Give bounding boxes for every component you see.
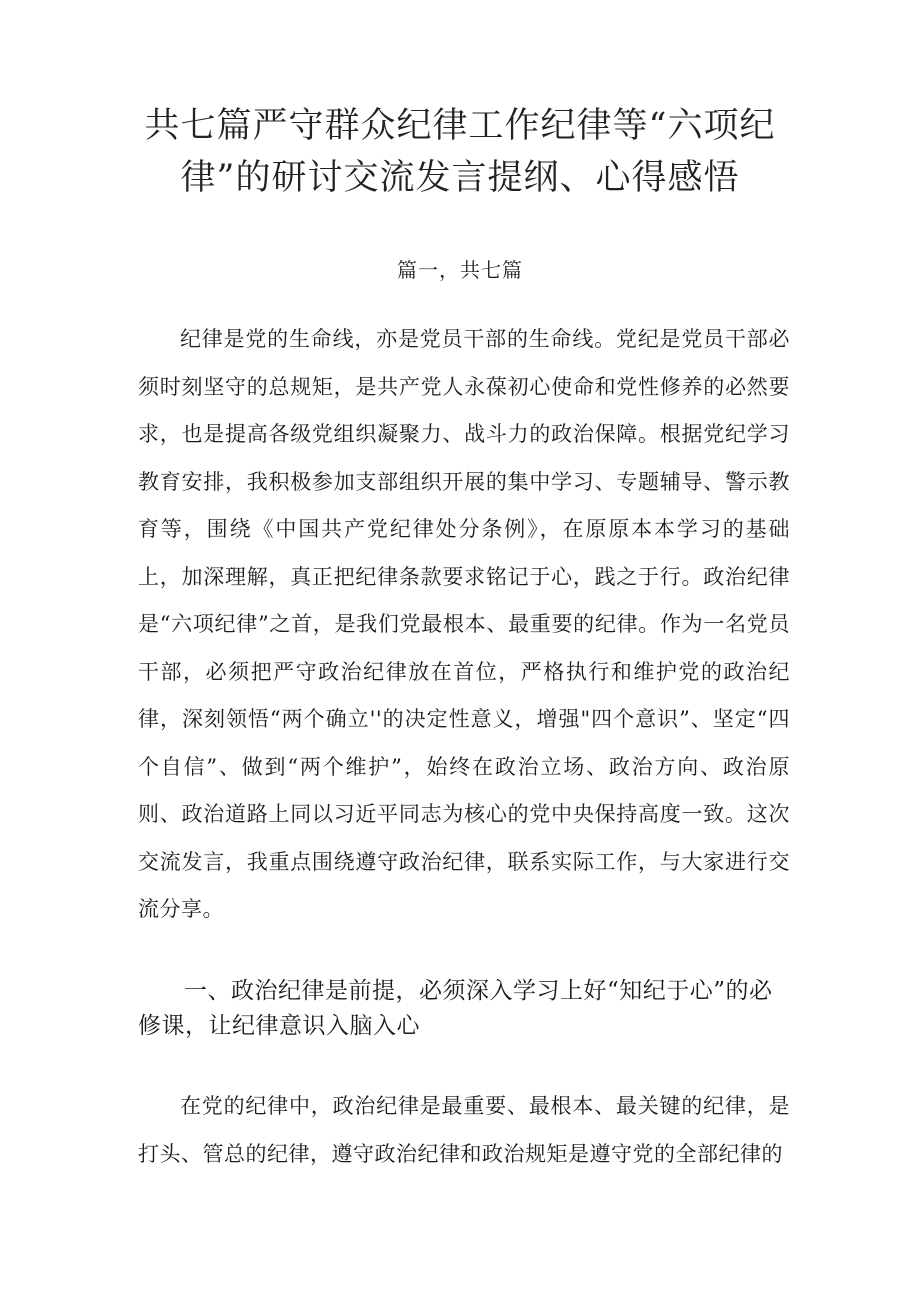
section-heading-1: 一、政治纪律是前提，必须深入学习上好“知纪于心”的必修课，让纪律意识入脑入心 (138, 978, 773, 1039)
section-label: 篇一，共七篇 (397, 258, 523, 282)
body-paragraph-1: 纪律是党的生命线，亦是党员干部的生命线。党纪是党员干部必须时刻坚守的总规矩，是共产党人永葆初心使命和党性修养的必然要求，也是提高各级党组织凝聚力、战斗力的政治保障。根据党纪学习教育安排，我积极参加支部组织开展的集中学习、专题辅导、警示教育等，围绕《中国共产党纪律处分条例》，在原原本本学习的基础上，加深理解，真正把纪律条款要求铭记于心，践之于行。政治纪律是“六项纪律”之首，是我们党最根本、最重要的纪律。作为一名党员干部，必须把严守政治纪律放在首位，严格执行和维护党的政治纪律，深刻领悟“两个确立''的决定性意义，增强"四个意识”、坚定“四个自信”、做到“两个维护”，始终在政治立场、政治方向、政治原则、政治道路上同以习近平同志为核心的党中央保持高度一致。这次交流发言，我重点围绕遵守政治纪律，联系实际工作，与大家进行交流分享。 (138, 327, 790, 921)
document-title: 共七篇严守群众纪律工作纪律等“六项纪律”的研讨交流发言提纲、心得感悟 (144, 106, 776, 198)
body-paragraph-2: 在党的纪律中，政治纪律是最重要、最根本、最关键的纪律，是打头、管总的纪律，遵守政治纪律和政治规矩是遵守党的全部纪律的 (138, 1094, 790, 1166)
